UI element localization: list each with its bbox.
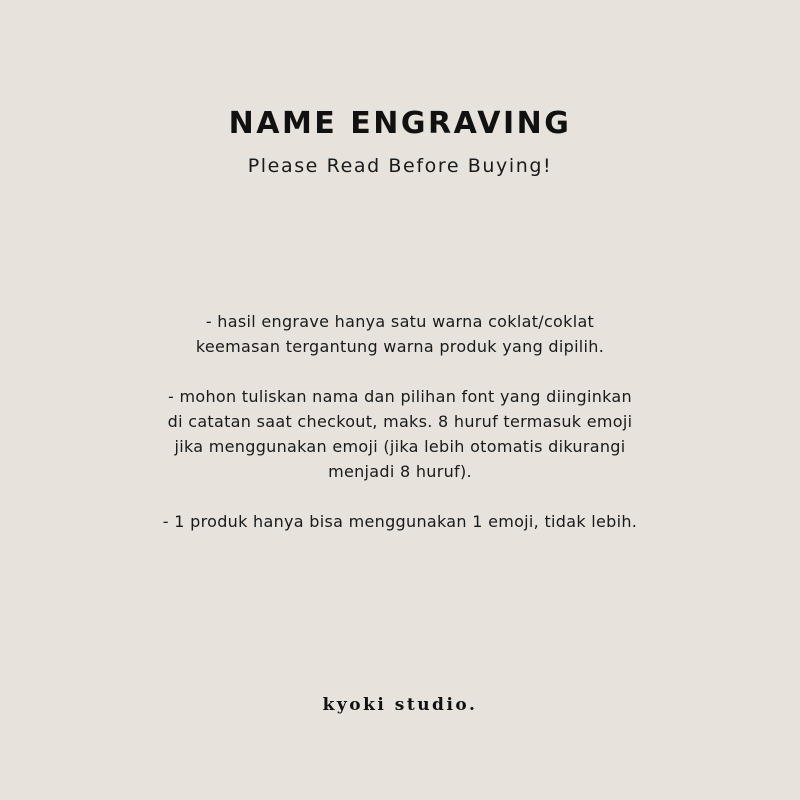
instruction-emoji-limit <box>0 509 800 534</box>
page-title: NAME ENGRAVING <box>228 106 572 141</box>
instruction-line: jika menggunakan emoji (jika lebih otomatis dikurangi <box>174 437 626 456</box>
instructions-block <box>0 309 800 559</box>
instruction-name-font <box>0 384 800 484</box>
brand-logo: kyoki studio. <box>322 695 478 715</box>
instruction-line: keemasan tergantung warna produk yang dipilih. <box>195 337 605 356</box>
instruction-line: di catatan saat checkout, maks. 8 huruf termasuk emoji <box>167 412 633 431</box>
instruction-line: - mohon tuliskan nama dan pilihan font yang diinginkan <box>168 387 632 406</box>
instruction-line: - 1 produk hanya bisa menggunakan 1 emoji, tidak lebih. <box>162 512 638 531</box>
page-subtitle: Please Read Before Buying! <box>247 155 553 177</box>
instruction-color <box>0 309 800 359</box>
instruction-line: menjadi 8 huruf). <box>328 462 472 481</box>
instruction-line: - hasil engrave hanya satu warna coklat/coklat <box>205 312 595 331</box>
